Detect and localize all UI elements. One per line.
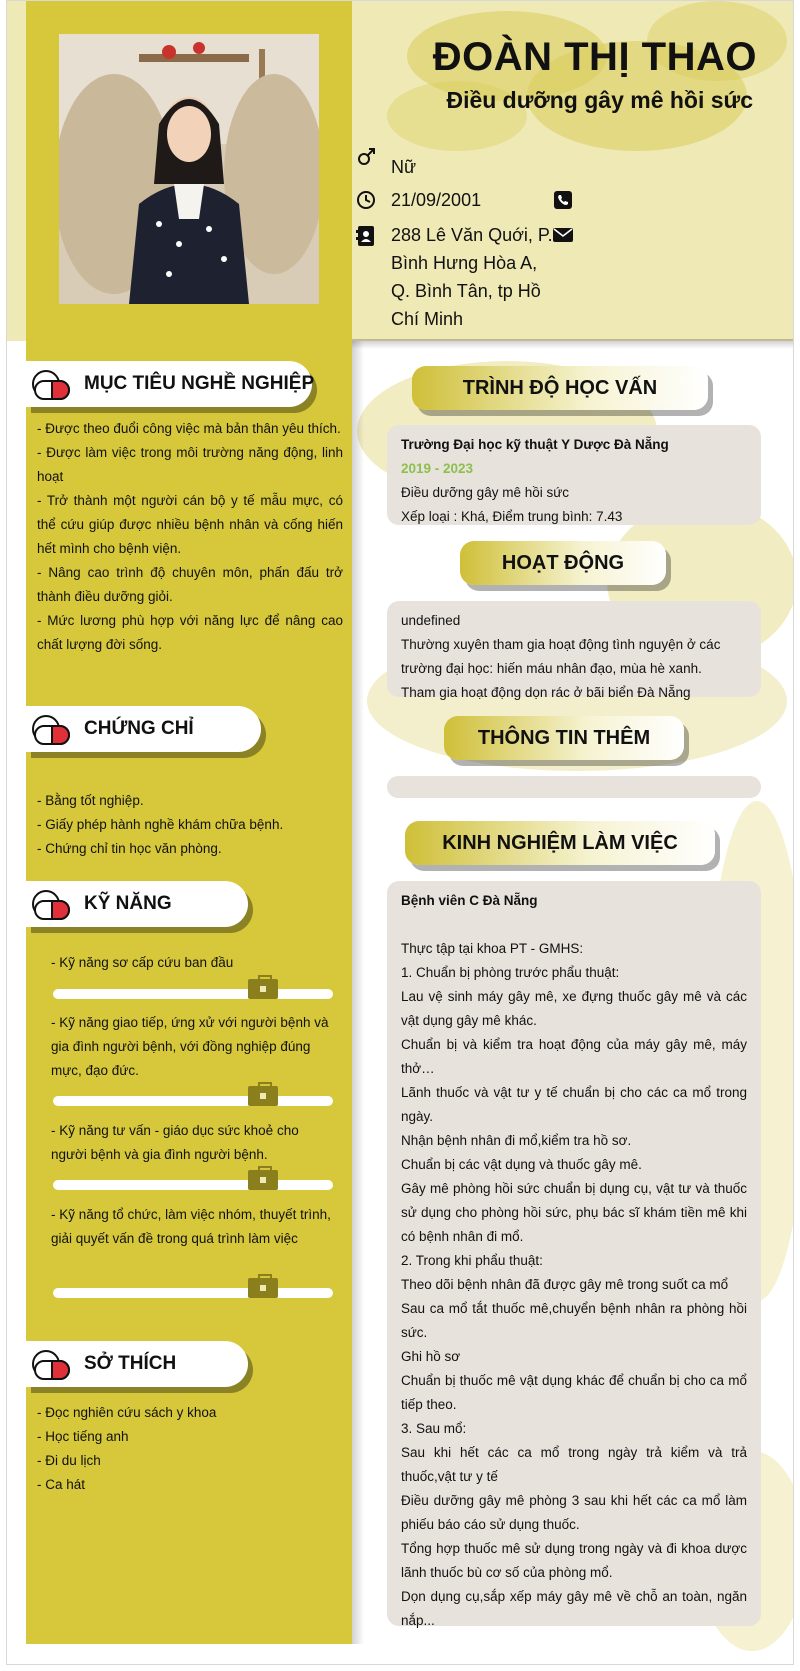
objective-heading: MỤC TIÊU NGHỀ NGHIỆP xyxy=(26,361,312,407)
experience-line: Theo dõi bệnh nhân đã được gây mê trong suốt ca mổ xyxy=(401,1277,729,1292)
briefcase-icon xyxy=(248,979,278,999)
address: 288 Lê Văn Quới, P. Bình Hưng Hòa A, Q. Bình Tân, tp Hồ Chí Minh xyxy=(391,225,553,329)
list-item: - Được làm việc trong môi trường năng động, linh hoạt xyxy=(37,445,343,484)
skill-bar xyxy=(53,989,333,999)
list-item: - Giấy phép hành nghề khám chữa bệnh. xyxy=(37,817,284,832)
employer-name: Bệnh viên C Đà Nẵng xyxy=(401,893,538,908)
education-grade: Xếp loại : Khá, Điểm trung bình: 7.43 xyxy=(401,509,623,524)
gender-icon xyxy=(355,146,377,168)
list-item: - Đọc nghiên cứu sách y khoa xyxy=(37,1405,217,1420)
birthdate: 21/09/2001 xyxy=(391,190,482,210)
experience-line: Sau ca mổ tắt thuốc mê,chuyển bệnh nhân ra phòng hồi sức. xyxy=(401,1301,747,1340)
list-item: - Chứng chỉ tin học văn phòng. xyxy=(37,841,222,856)
more-info-heading: THÔNG TIN THÊM xyxy=(444,716,684,760)
activity-line: undefined xyxy=(401,613,461,628)
briefcase-icon xyxy=(248,1278,278,1298)
experience-line: Chuẩn bị các vật dụng và thuốc gây mê. xyxy=(401,1157,642,1172)
gender: Nữ xyxy=(391,157,417,177)
skill-label: - Kỹ năng tổ chức, làm việc nhóm, thuyết trình, giải quyết vấn đề trong quá trình làm việc xyxy=(51,1207,331,1246)
list-item: - Nâng cao trình độ chuyên môn, phấn đấu trở thành điều dưỡng giỏi. xyxy=(37,565,343,604)
experience-card xyxy=(387,881,761,1626)
list-item: - Học tiếng anh xyxy=(37,1429,129,1444)
job-title: Điều dưỡng gây mê hồi sức xyxy=(446,87,753,113)
hobbies-list xyxy=(37,1401,343,1497)
education-heading: TRÌNH ĐỘ HỌC VẤN xyxy=(412,366,708,410)
education-major: Điều dưỡng gây mê hồi sức xyxy=(401,485,570,500)
school-name: Trường Đại học kỹ thuật Y Dược Đà Nẵng xyxy=(401,437,669,452)
clock-icon xyxy=(355,189,377,211)
activity-line: Thường xuyên tham gia hoạt động tình nguyện ở các trường đại học: hiến máu nhân đạo, mùa hè xanh. xyxy=(401,637,721,676)
experience-line: Lãnh thuốc và vật tư y tế chuẩn bị cho các ca mổ trong ngày. xyxy=(401,1085,747,1124)
profile-photo xyxy=(59,34,319,304)
address-card-icon xyxy=(355,225,377,247)
certificates-list xyxy=(37,789,343,861)
experience-line: Sau khi hết các ca mổ trong ngày trả kiểm và trả thuốc,vật tư y tế xyxy=(401,1445,747,1484)
experience-heading: KINH NGHIỆM LÀM VIỆC xyxy=(405,821,715,865)
activity-line: Tham gia hoạt động dọn rác ở bãi biển Đà Nẵng xyxy=(401,685,691,700)
candidate-name: ĐOÀN THỊ THAO xyxy=(432,35,757,79)
more-info-card xyxy=(387,776,761,798)
experience-line: Điều dưỡng gây mê phòng 3 sau khi hết các ca mổ làm phiếu báo cáo sử dụng thuốc. xyxy=(401,1493,747,1532)
capsule-icon xyxy=(32,710,72,748)
skill-bar xyxy=(53,1288,333,1298)
capsule-icon xyxy=(32,1345,72,1383)
briefcase-icon xyxy=(248,1170,278,1190)
list-item: - Trở thành một người cán bộ y tế mẫu mực, có thể cứu giúp được nhiều bệnh nhân và cống hiến hết mình cho bệnh viện. xyxy=(37,493,343,556)
skill-label: - Kỹ năng tư vấn - giáo dục sức khoẻ cho người bệnh và gia đình người bệnh. xyxy=(51,1123,299,1162)
activities-card xyxy=(387,601,761,700)
skill-label: - Kỹ năng sơ cấp cứu ban đầu xyxy=(51,955,234,970)
skill-label: - Kỹ năng giao tiếp, ứng xử với người bệnh và gia đình người bệnh, với đồng nghiệp đúng mực, đạo đức. xyxy=(51,1015,329,1078)
experience-line: Lau vệ sinh máy gây mê, xe đựng thuốc gây mê và các vật dụng gây mê khác. xyxy=(401,989,747,1028)
experience-line: Ghi hồ sơ xyxy=(401,1349,461,1364)
education-years: 2019 - 2023 xyxy=(401,461,474,476)
experience-line: Tổng hợp thuốc mê sử dụng trong ngày và đi khoa dược lãnh thuốc bù cơ số của phòng mổ. xyxy=(401,1541,747,1580)
objective-list xyxy=(37,417,343,657)
experience-line: Nhận bệnh nhân đi mổ,kiểm tra hồ sơ. xyxy=(401,1133,632,1148)
phone-icon xyxy=(552,189,574,211)
skill-bar xyxy=(53,1096,333,1106)
capsule-icon xyxy=(32,365,72,403)
list-item: - Đi du lịch xyxy=(37,1453,101,1468)
list-item: - Được theo đuổi công việc mà bản thân yêu thích. xyxy=(37,421,341,436)
envelope-icon xyxy=(552,224,574,246)
activities-heading: HOẠT ĐỘNG xyxy=(460,541,666,585)
experience-line: 3. Sau mổ: xyxy=(401,1421,467,1436)
education-card xyxy=(387,425,761,525)
experience-line: Chuẩn bị và kiểm tra hoạt động của máy gây mê, máy thở… xyxy=(401,1037,747,1076)
skills-heading: KỸ NĂNG xyxy=(26,881,248,927)
experience-line: Chuẩn bị thuốc mê vật dụng khác để chuẩn bị cho ca mổ tiếp theo. xyxy=(401,1373,747,1412)
briefcase-icon xyxy=(248,1086,278,1106)
hobbies-heading: SỞ THÍCH xyxy=(26,1341,248,1387)
experience-line: 1. Chuẩn bị phòng trước phẩu thuật: xyxy=(401,965,620,980)
certificates-heading: CHỨNG CHỈ xyxy=(26,706,261,752)
capsule-icon xyxy=(32,885,72,923)
experience-line: Thực tập tại khoa PT - GMHS: xyxy=(401,941,584,956)
list-item: - Ca hát xyxy=(37,1477,86,1492)
list-item: - Bằng tốt nghiệp. xyxy=(37,793,144,808)
list-item: - Mức lương phù hợp với năng lực để nâng cao chất lượng đời sống. xyxy=(37,613,343,652)
experience-line: 2. Trong khi phẩu thuật: xyxy=(401,1253,543,1268)
experience-line: Dọn dụng cụ,sắp xếp máy gây mê về chỗ an toàn, ngăn nắp... xyxy=(401,1589,747,1628)
experience-line: Gây mê phòng hồi sức chuẩn bị dụng cụ, vật tư và thuốc sử dụng cho phòng hồi sức, phụ bác sĩ khám tiền mê khi có bệnh nhân đi mổ. xyxy=(401,1181,747,1244)
cv-page xyxy=(6,0,794,1665)
skill-bar xyxy=(53,1180,333,1190)
